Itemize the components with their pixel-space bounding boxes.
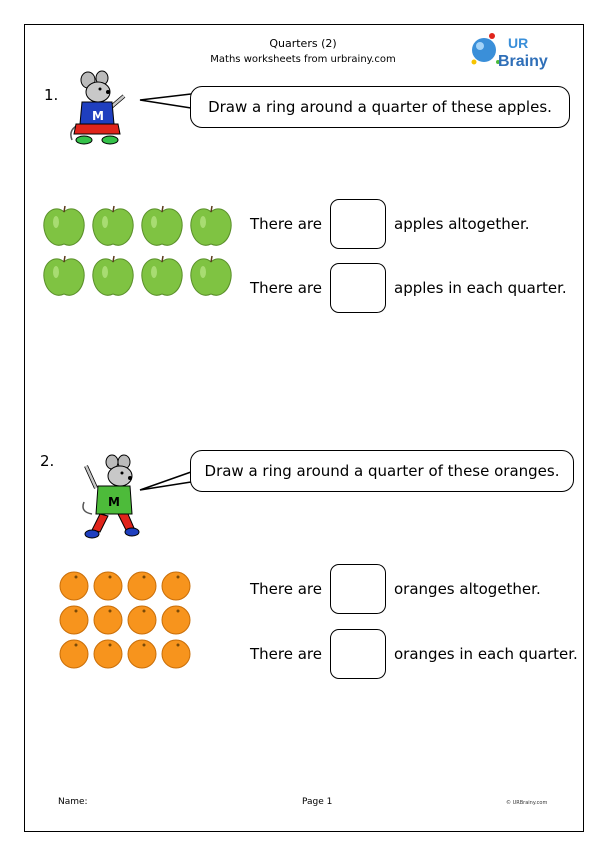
answer-box-quarter-oranges[interactable] bbox=[330, 629, 386, 679]
orange-icon[interactable] bbox=[94, 606, 122, 634]
apple-icon[interactable] bbox=[142, 256, 182, 295]
answer-suffix: apples in each quarter. bbox=[394, 279, 567, 297]
copyright-notice: © URBrainy.com bbox=[506, 800, 548, 806]
question-1-instruction: Draw a ring around a quarter of these apples. bbox=[208, 98, 552, 116]
question-2-instruction: Draw a ring around a quarter of these oranges. bbox=[204, 462, 560, 480]
speech-bubble-question-1 bbox=[190, 86, 570, 128]
speech-bubble-tail bbox=[138, 468, 194, 496]
page-number: Page 1 bbox=[302, 797, 333, 807]
svg-text:Brainy: Brainy bbox=[498, 53, 548, 70]
orange-icon[interactable] bbox=[162, 606, 190, 634]
apple-icon[interactable] bbox=[44, 206, 84, 245]
apple-icon[interactable] bbox=[142, 206, 182, 245]
orange-group bbox=[58, 570, 194, 672]
answer-box-total-oranges[interactable] bbox=[330, 564, 386, 614]
question-1-number: 1. bbox=[44, 86, 59, 104]
answer-prefix: There are bbox=[250, 580, 322, 598]
answer-row bbox=[250, 263, 567, 313]
answer-row bbox=[250, 564, 541, 614]
mouse-mascot-icon bbox=[78, 452, 148, 544]
orange-icon[interactable] bbox=[94, 640, 122, 668]
question-2-number: 2. bbox=[40, 452, 55, 470]
speech-bubble-question-2 bbox=[190, 450, 574, 492]
svg-text:UR: UR bbox=[508, 35, 529, 51]
orange-icon[interactable] bbox=[128, 640, 156, 668]
svg-text:M: M bbox=[92, 109, 104, 123]
page-title: Quarters (2) bbox=[269, 37, 337, 50]
answer-row bbox=[250, 629, 578, 679]
answer-prefix: There are bbox=[250, 279, 322, 297]
svg-text:M: M bbox=[108, 495, 120, 509]
apple-icon[interactable] bbox=[191, 206, 231, 245]
answer-suffix: apples altogether. bbox=[394, 215, 530, 233]
apple-icon[interactable] bbox=[93, 256, 133, 295]
orange-icon[interactable] bbox=[60, 572, 88, 600]
apple-icon[interactable] bbox=[93, 206, 133, 245]
apple-icon[interactable] bbox=[44, 256, 84, 295]
answer-suffix: oranges altogether. bbox=[394, 580, 541, 598]
answer-box-quarter-apples[interactable] bbox=[330, 263, 386, 313]
name-label: Name: bbox=[58, 797, 88, 807]
mouse-mascot-icon bbox=[66, 70, 136, 150]
apple-icon[interactable] bbox=[191, 256, 231, 295]
answer-prefix: There are bbox=[250, 215, 322, 233]
orange-icon[interactable] bbox=[128, 572, 156, 600]
answer-row bbox=[250, 199, 530, 249]
urbrainy-logo bbox=[468, 28, 562, 72]
apple-group bbox=[42, 200, 242, 304]
orange-icon[interactable] bbox=[128, 606, 156, 634]
orange-icon[interactable] bbox=[60, 606, 88, 634]
orange-icon[interactable] bbox=[162, 640, 190, 668]
page-subtitle: Maths worksheets from urbrainy.com bbox=[210, 54, 396, 65]
orange-icon[interactable] bbox=[60, 640, 88, 668]
orange-icon[interactable] bbox=[94, 572, 122, 600]
answer-suffix: oranges in each quarter. bbox=[394, 645, 578, 663]
orange-icon[interactable] bbox=[162, 572, 190, 600]
speech-bubble-tail bbox=[138, 90, 194, 112]
answer-box-total-apples[interactable] bbox=[330, 199, 386, 249]
answer-prefix: There are bbox=[250, 645, 322, 663]
